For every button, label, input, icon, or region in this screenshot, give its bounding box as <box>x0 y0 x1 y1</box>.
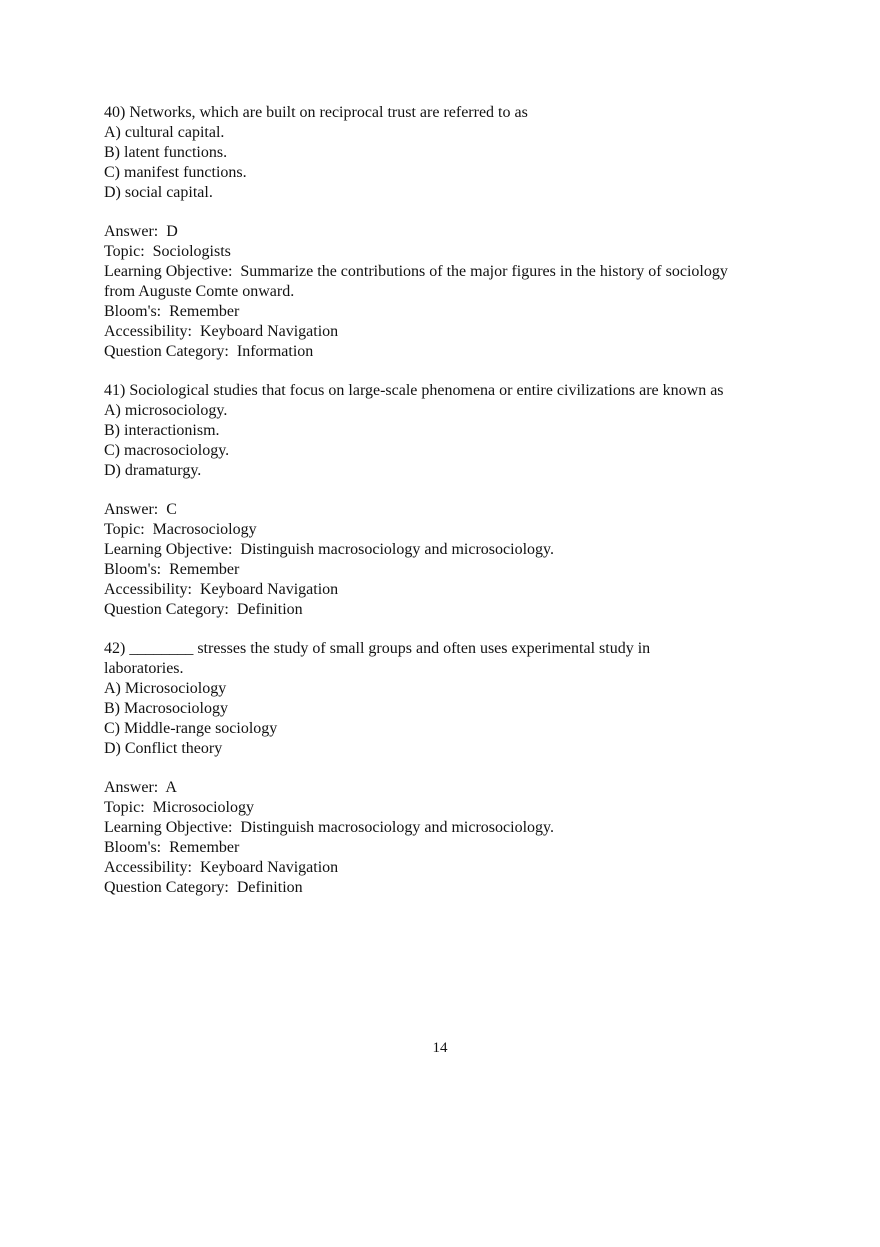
option-a: A) cultural capital. <box>104 124 225 141</box>
option-c: C) Middle-range sociology <box>104 720 278 737</box>
topic: Topic: Sociologists <box>104 243 231 260</box>
answer: Answer: D <box>104 223 178 240</box>
question-category: Question Category: Definition <box>104 601 303 618</box>
topic: Topic: Macrosociology <box>104 521 257 538</box>
learning-objective-continued: from Auguste Comte onward. <box>104 283 295 300</box>
option-a: A) Microsociology <box>104 680 227 697</box>
learning-objective: Learning Objective: Distinguish macrosociology and microsociology. <box>104 819 554 836</box>
answer: Answer: A <box>104 779 177 796</box>
learning-objective: Learning Objective: Distinguish macrosociology and microsociology. <box>104 541 554 558</box>
option-d: D) dramaturgy. <box>104 462 202 479</box>
accessibility: Accessibility: Keyboard Navigation <box>104 581 339 598</box>
question-stem-continued: laboratories. <box>104 660 184 677</box>
option-c: C) manifest functions. <box>104 164 247 181</box>
question-41 <box>104 381 794 481</box>
answer-block-40 <box>104 222 794 362</box>
question-category: Question Category: Information <box>104 343 314 360</box>
spacer <box>104 481 794 500</box>
option-b: B) interactionism. <box>104 422 220 439</box>
answer-block-42 <box>104 778 794 898</box>
blooms: Bloom's: Remember <box>104 839 240 856</box>
question-stem: 41) Sociological studies that focus on large-scale phenomena or entire civilizations are known as <box>104 382 724 399</box>
spacer <box>104 759 794 778</box>
page-number: 14 <box>432 1040 448 1056</box>
option-c: C) macrosociology. <box>104 442 230 459</box>
topic: Topic: Microsociology <box>104 799 254 816</box>
option-b: B) Macrosociology <box>104 700 228 717</box>
question-stem: 40) Networks, which are built on reciprocal trust are referred to as <box>104 104 528 121</box>
option-b: B) latent functions. <box>104 144 228 161</box>
blooms: Bloom's: Remember <box>104 561 240 578</box>
question-42 <box>104 639 794 759</box>
accessibility: Accessibility: Keyboard Navigation <box>104 859 339 876</box>
question-40 <box>104 103 794 203</box>
learning-objective: Learning Objective: Summarize the contributions of the major figures in the history of sociology <box>104 263 728 280</box>
question-category: Question Category: Definition <box>104 879 303 896</box>
spacer <box>104 620 794 639</box>
question-stem: 42) ________ stresses the study of small groups and often uses experimental study in <box>104 640 651 657</box>
accessibility: Accessibility: Keyboard Navigation <box>104 323 339 340</box>
spacer <box>104 203 794 222</box>
blooms: Bloom's: Remember <box>104 303 240 320</box>
spacer <box>104 362 794 381</box>
answer-block-41 <box>104 500 794 620</box>
option-d: D) social capital. <box>104 184 213 201</box>
page-content <box>104 103 794 898</box>
option-d: D) Conflict theory <box>104 740 223 757</box>
option-a: A) microsociology. <box>104 402 228 419</box>
answer: Answer: C <box>104 501 177 518</box>
